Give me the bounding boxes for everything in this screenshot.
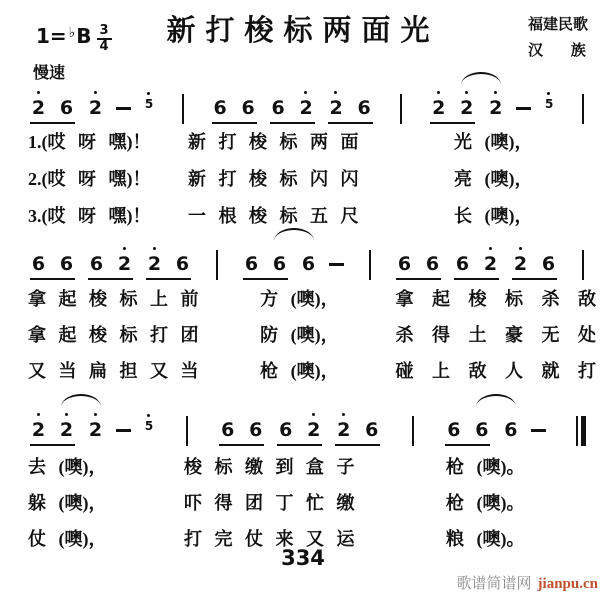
tie-arc bbox=[476, 394, 516, 407]
octave-dot bbox=[94, 413, 97, 416]
note: 6 bbox=[59, 253, 74, 275]
note: 6 bbox=[271, 97, 285, 119]
beam-group bbox=[396, 254, 441, 280]
measure bbox=[212, 98, 373, 124]
note: 2 bbox=[329, 98, 344, 120]
note: 6 bbox=[272, 253, 287, 275]
tie-arc bbox=[274, 228, 314, 241]
lyric-segment: 去 (噢)， bbox=[28, 457, 107, 477]
note: 6 bbox=[541, 253, 556, 275]
key-signature bbox=[36, 24, 112, 53]
lyric-segment: 新 打 梭 标 闪 闪 bbox=[188, 168, 359, 189]
measure bbox=[30, 420, 154, 446]
notation-line-3 bbox=[30, 394, 586, 446]
note: 6 bbox=[59, 97, 74, 119]
lyric-segment: 枪 (噢)。 bbox=[446, 493, 525, 513]
beam-group bbox=[212, 98, 257, 124]
page-number: 334 bbox=[281, 546, 325, 570]
dash-extension bbox=[116, 107, 131, 110]
note: 6 bbox=[357, 97, 371, 119]
watermark-site-name: 歌谱简谱网 bbox=[456, 576, 532, 592]
beam-group bbox=[430, 98, 475, 124]
lyric-segment: 拿 起 梭 标 上 前 bbox=[28, 289, 199, 309]
song-source bbox=[528, 12, 588, 64]
barline bbox=[582, 250, 584, 280]
octave-dot bbox=[94, 91, 97, 94]
beam-group bbox=[277, 420, 322, 446]
note: 2 bbox=[31, 98, 46, 120]
lyric-row bbox=[28, 159, 596, 196]
note: 2 bbox=[88, 420, 103, 446]
notation-line-2 bbox=[30, 228, 586, 280]
note: 2 bbox=[336, 420, 351, 442]
lyric-segment: 躲 (噢)， bbox=[28, 493, 107, 513]
dash-extension bbox=[531, 429, 546, 432]
octave-dot bbox=[147, 414, 150, 417]
measure bbox=[396, 254, 557, 280]
beam-group bbox=[328, 98, 373, 124]
grace-note: 5 bbox=[144, 420, 154, 432]
lyric-segment: 长 (噢)， bbox=[454, 205, 533, 226]
octave-dot bbox=[547, 92, 550, 95]
lyric-segment: 打 完 仗 来 又 运 bbox=[184, 529, 355, 549]
note: 2 bbox=[147, 254, 162, 276]
tie-arc bbox=[461, 72, 501, 85]
lyric-segment: 亮 (噢)， bbox=[454, 168, 533, 189]
beam-group bbox=[30, 98, 75, 124]
lyric-segment: 又 当 扁 担 又 当 bbox=[28, 361, 199, 381]
lyric-segment: 梭 标 缴 到 盒 子 bbox=[184, 457, 355, 477]
measure bbox=[30, 254, 191, 280]
octave-dot bbox=[494, 91, 497, 94]
lyric-row bbox=[28, 352, 596, 388]
octave-dot bbox=[465, 91, 468, 94]
octave-dot bbox=[489, 247, 492, 250]
barline bbox=[582, 94, 584, 124]
note: 6 bbox=[425, 253, 440, 275]
note: 6 bbox=[279, 419, 293, 441]
note: 6 bbox=[241, 97, 255, 119]
beam-group bbox=[219, 420, 264, 446]
octave-dot bbox=[37, 91, 40, 94]
note: 6 bbox=[475, 419, 489, 441]
watermark bbox=[457, 572, 598, 593]
lyric-segment: 光 (噢)， bbox=[454, 131, 533, 152]
barline-thick bbox=[581, 416, 586, 446]
octave-dot bbox=[123, 247, 126, 250]
barline-thin bbox=[576, 416, 578, 446]
time-signature bbox=[97, 25, 112, 53]
meter-denominator: 4 bbox=[99, 39, 109, 54]
note: 6 bbox=[221, 419, 235, 441]
lyric-segment: 拿 起 梭 标 杀 敌 bbox=[395, 289, 596, 309]
lyric-segment: 吓 得 团 丁 忙 缴 bbox=[184, 493, 355, 513]
lyric-segment: 粮 (噢)。 bbox=[446, 529, 525, 549]
key-tonic: 1= bbox=[36, 24, 67, 48]
lyric-row bbox=[28, 448, 596, 484]
beam-group bbox=[243, 254, 288, 280]
barline bbox=[182, 94, 184, 124]
lyric-segment: 杀 得 土 豪 无 处 bbox=[395, 325, 596, 345]
lyric-row bbox=[28, 122, 596, 159]
beam-group bbox=[454, 254, 499, 280]
note: 2 bbox=[59, 420, 74, 442]
verse-block-1 bbox=[28, 122, 596, 233]
note: 2 bbox=[513, 254, 528, 276]
octave-dot bbox=[342, 413, 345, 416]
lyric-row bbox=[28, 316, 596, 352]
octave-dot bbox=[65, 413, 68, 416]
verse-block-2 bbox=[28, 280, 596, 388]
lyric-segment: 仗 (噢)， bbox=[28, 529, 107, 549]
song-title: 新打梭标两面光 bbox=[166, 15, 440, 47]
note: 6 bbox=[455, 253, 470, 275]
note: 2 bbox=[88, 98, 103, 124]
octave-dot bbox=[334, 91, 337, 94]
lyric-segment: 拿 起 梭 标 打 团 bbox=[28, 325, 199, 345]
note: 2 bbox=[488, 98, 503, 124]
note: 6 bbox=[89, 253, 104, 275]
tie-arc bbox=[61, 394, 101, 407]
beam-group bbox=[30, 420, 75, 446]
note: 6 bbox=[31, 253, 46, 275]
octave-dot bbox=[153, 247, 156, 250]
grace-note: 5 bbox=[144, 98, 154, 110]
octave-dot bbox=[147, 92, 150, 95]
lyric-segment: 枪 (噢)， bbox=[260, 361, 339, 381]
beam-group bbox=[146, 254, 191, 280]
lyric-segment: 1.(哎 呀 嘿)！ bbox=[28, 131, 151, 152]
note: 6 bbox=[213, 97, 227, 119]
measure bbox=[243, 254, 344, 280]
note: 2 bbox=[459, 98, 474, 120]
note: 2 bbox=[299, 98, 314, 120]
source-origin: 福建民歌 bbox=[527, 17, 588, 33]
note: 6 bbox=[175, 253, 190, 275]
measure bbox=[430, 98, 554, 124]
barline bbox=[369, 250, 371, 280]
note: 6 bbox=[365, 419, 379, 441]
lyric-segment: 3.(哎 呀 嘿)！ bbox=[28, 205, 151, 226]
lyric-segment: 碰 上 敌 人 就 打 bbox=[395, 361, 596, 381]
beam-group bbox=[270, 98, 315, 124]
octave-dot bbox=[304, 91, 307, 94]
beam-group bbox=[512, 254, 557, 280]
barline bbox=[216, 250, 218, 280]
dash-extension bbox=[329, 263, 344, 266]
note: 2 bbox=[306, 420, 321, 442]
note: 2 bbox=[117, 254, 132, 276]
measure bbox=[219, 420, 380, 446]
tempo-marking: 慢速 bbox=[33, 65, 66, 82]
lyric-segment: 2.(哎 呀 嘿)！ bbox=[28, 168, 151, 189]
grace-note: 5 bbox=[544, 98, 554, 110]
octave-dot bbox=[37, 413, 40, 416]
final-barline bbox=[576, 416, 586, 446]
lyric-row bbox=[28, 280, 596, 316]
barline bbox=[186, 416, 188, 446]
beam-group bbox=[445, 420, 490, 446]
beam-group bbox=[30, 254, 75, 280]
source-ethnicity: 汉 族 bbox=[527, 43, 586, 59]
note: 2 bbox=[31, 420, 46, 442]
note: 6 bbox=[447, 419, 461, 441]
beam-group bbox=[88, 254, 133, 280]
note: 6 bbox=[301, 253, 316, 275]
measure bbox=[30, 98, 154, 124]
barline bbox=[400, 94, 402, 124]
lyric-segment: 方 (噢)， bbox=[260, 289, 339, 309]
verse-block-3 bbox=[28, 448, 596, 556]
lyric-segment: 一 根 梭 标 五 尺 bbox=[188, 205, 359, 226]
notation-line-1 bbox=[30, 72, 586, 124]
octave-dot bbox=[437, 91, 440, 94]
lyric-segment: 枪 (噢)。 bbox=[446, 457, 525, 477]
note: 6 bbox=[504, 419, 518, 441]
meter-numerator: 3 bbox=[97, 25, 112, 40]
octave-dot bbox=[312, 413, 315, 416]
flat-sign: ♭ bbox=[68, 25, 76, 41]
note: 6 bbox=[244, 253, 259, 275]
measure bbox=[445, 420, 546, 446]
key-letter: B bbox=[76, 24, 92, 48]
beam-group bbox=[335, 420, 380, 446]
note: 2 bbox=[483, 254, 498, 276]
dash-extension bbox=[516, 107, 531, 110]
lyric-segment: 新 打 梭 标 两 面 bbox=[188, 131, 359, 152]
note: 6 bbox=[249, 419, 263, 441]
note: 6 bbox=[397, 253, 412, 275]
lyric-segment: 防 (噢)， bbox=[260, 325, 339, 345]
barline bbox=[412, 416, 414, 446]
watermark-url: jianpu.cn bbox=[537, 576, 598, 592]
note: 2 bbox=[431, 98, 446, 120]
lyric-row bbox=[28, 484, 596, 520]
octave-dot bbox=[519, 247, 522, 250]
dash-extension bbox=[116, 429, 131, 432]
